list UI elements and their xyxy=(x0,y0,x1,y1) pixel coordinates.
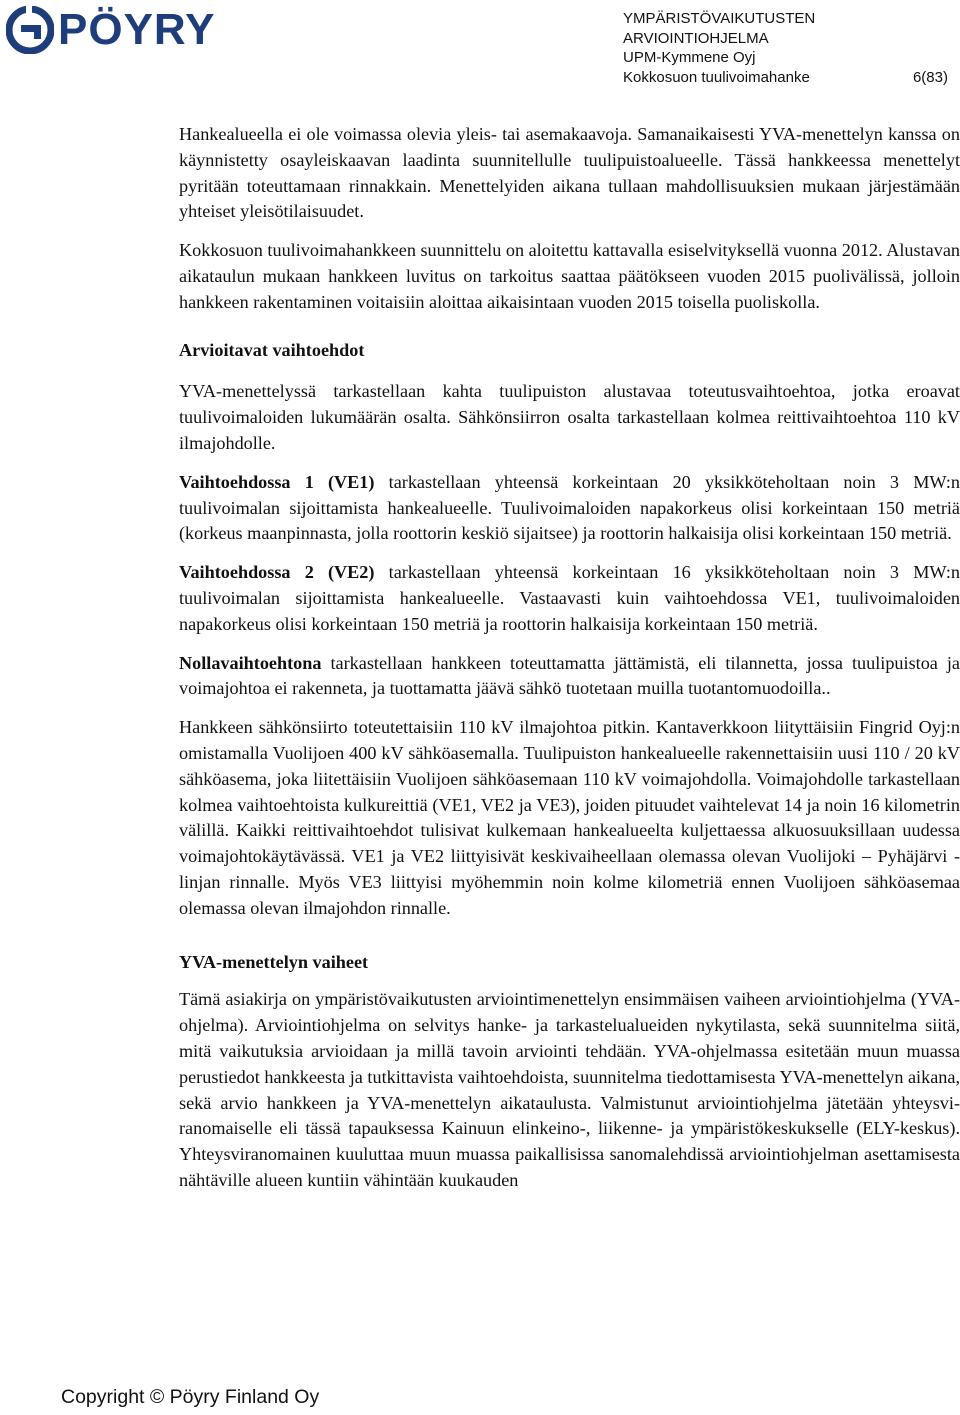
ve2-text: tarkastellaan yhteensä korkeintaan 16 yksikköteholtaan noin 3 MW:n tuulivoimalan sijoittamista hankealueelle. Vastaavasti kuin vaihtoehdossa VE1, tuulivoimaloiden napakorkeus olisi korkeintaan 150 metriä ja roottorin halkaisija korkeintaan 150 metriä. xyxy=(179,562,960,634)
section-heading-alternatives: Arvioitavat vaihtoehdot xyxy=(179,339,365,360)
document-body xyxy=(179,122,960,1207)
footer-copyright: Copyright © Pöyry Finland Oy xyxy=(61,1386,320,1408)
page-number: 6(83) xyxy=(912,68,948,86)
paragraph-zero-option xyxy=(179,651,960,703)
header-line-2: ARVIOINTIOHJELMA xyxy=(623,29,769,47)
zero-option-label: Nollavaihtoehtona xyxy=(179,652,322,673)
header-project: Kokkosuon tuulivoimahanke xyxy=(623,68,810,86)
document-header xyxy=(623,9,948,87)
header-line-1: YMPÄRISTÖVAIKUTUSTEN xyxy=(623,10,816,27)
zero-option-text: tarkastellaan hankkeen toteuttamatta jättämistä, eli tilannetta, jossa tuulipuistoa ja voimajohtoa ei rakenneta, ja tuottamatta jäävä sähkö tuotetaan muilla tuotantomuodoilla.. xyxy=(179,652,960,699)
poyry-logo-symbol-icon xyxy=(6,6,54,54)
poyry-logo xyxy=(6,6,215,54)
header-line-4 xyxy=(623,68,948,88)
header-line-3: UPM-Kymmene Oyj xyxy=(623,49,756,66)
ve1-text: tarkastellaan yhteensä korkeintaan 20 yksikköteholtaan noin 3 MW:n tuulivoimalan sijoittamista hankealueelle. Tuulivoimaloiden napakorkeus olisi korkeintaan 150 metriä (korkeus maanpinnasta, jolla roottorin keskiö sijaitsee) ja roottorin halkaisija olisi korkeintaan 150 metriä. xyxy=(179,471,960,544)
logo-wordmark: PÖYRY xyxy=(58,5,216,54)
paragraph-ve2 xyxy=(179,560,960,637)
ve2-label: Vaihtoehdossa 2 (VE2) xyxy=(179,562,375,583)
paragraph-alternatives-intro: YVA-menettelyssä tarkastellaan kahta tuulipuiston alustavaa toteutusvaihtoehtoa, jotka eroavat tuulivoimaloiden lukumäärän osalta. Sähkönsiirron osalta tarkastellaan kolmea reittivaihtoehtoa 110 kV ilmajohdolle. xyxy=(179,381,960,453)
paragraph-ve1 xyxy=(179,470,960,547)
section-heading-phases: YVA-menettelyn vaiheet xyxy=(179,951,369,972)
paragraph-phases: Tämä asiakirja on ympäristövaikutusten arviointimenettelyn ensimmäisen vaiheen arviointiohjelma (YVA-ohjelma). Arviointiohjelma on selvitys hanke- ja tarkastelualueiden nykytilasta, sekä suunnitelma siitä, mitä vaikutuksia arvioidaan ja millä tavoin arviointi tehdään. YVA-ohjelmassa esitetään muun muassa perustiedot hankkeesta ja tutkittavista vaihtoehdoista, suunnitelma tiedottamisesta YVA-menettelyn aikana, sekä arvio hankkeen ja YVA-menettelyn aikataulusta. Valmistunut arviointiohjelma jätetään yhteysviranomaiselle eli tässä tapauksessa Kainuun elinkeino-, liikenne- ja ympäristökeskukselle (ELY-keskus). Yhteysviranomainen kuuluttaa muun muassa paikallisissa sanomalehdissä arviointiohjelman asettamisesta nähtäville alueen kuntiin vähintään kuukauden xyxy=(179,989,960,1190)
paragraph-planning: Hankealueella ei ole voimassa olevia yleis- tai asemakaavoja. Samanaikaisesti YVA-menettelyn kanssa on käynnistetty osayleiskaavan laadinta suunnitellulle tuulipuistoalueelle. Tässä hankkeessa menettelyt pyritään toteuttamaan rinnakkain. Menettelyiden aikana tullaan mahdollisuuksien mukaan järjestämään yhteiset yleisötilaisuudet. xyxy=(179,124,960,222)
paragraph-schedule: Kokkosuon tuulivoimahankkeen suunnittelu on aloitettu kattavalla esiselvityksellä vuonna 2012. Alustavan aikataulun mukaan hankkeen luvitus on tarkoitus saattaa päätökseen vuoden 2015 puolivälissä, jolloin hankkeen rakentaminen voitaisiin aloittaa aikaisintaan vuoden 2015 toisella puoliskolla. xyxy=(179,240,960,312)
paragraph-power-transmission: Hankkeen sähkönsiirto toteutettaisiin 110 kV ilmajohtoa pitkin. Kantaverkkoon liityttäisiin Fingrid Oyj:n omistamalla Vuolijoen 400 kV sähköasemalla. Tuulipuiston hankealueelle rakennettaisiin uusi 110 / 20 kV sähköasema, joka liitettäisiin Vuolijoen sähköasemaan 110 kV voimajohdolla. Voimajohdolle tarkastellaan kolmea vaihtoehtoista kulkureittiä (VE1, VE2 ja VE3), joiden pituudet vaihtelevat 14 ja noin 16 kilometrin välillä. Kaikki reittivaihtoehdot tulisivat kulkemaan hankealueelta kuljettaessa alkuosuuksillaan uudessa voimajohtokäytävässä. VE1 ja VE2 liittyisivät keskivaiheellaan olemassa olevan Vuolijoki – Pyhäjärvi -linjan rinnalle. Myös VE3 liittyisi myöhemmin noin kolme kilometriä ennen Vuolijoen sähköasemaa olemassa olevan ilmajohdon rinnalle. xyxy=(179,717,960,918)
ve1-label: Vaihtoehdossa 1 (VE1) xyxy=(179,471,375,492)
